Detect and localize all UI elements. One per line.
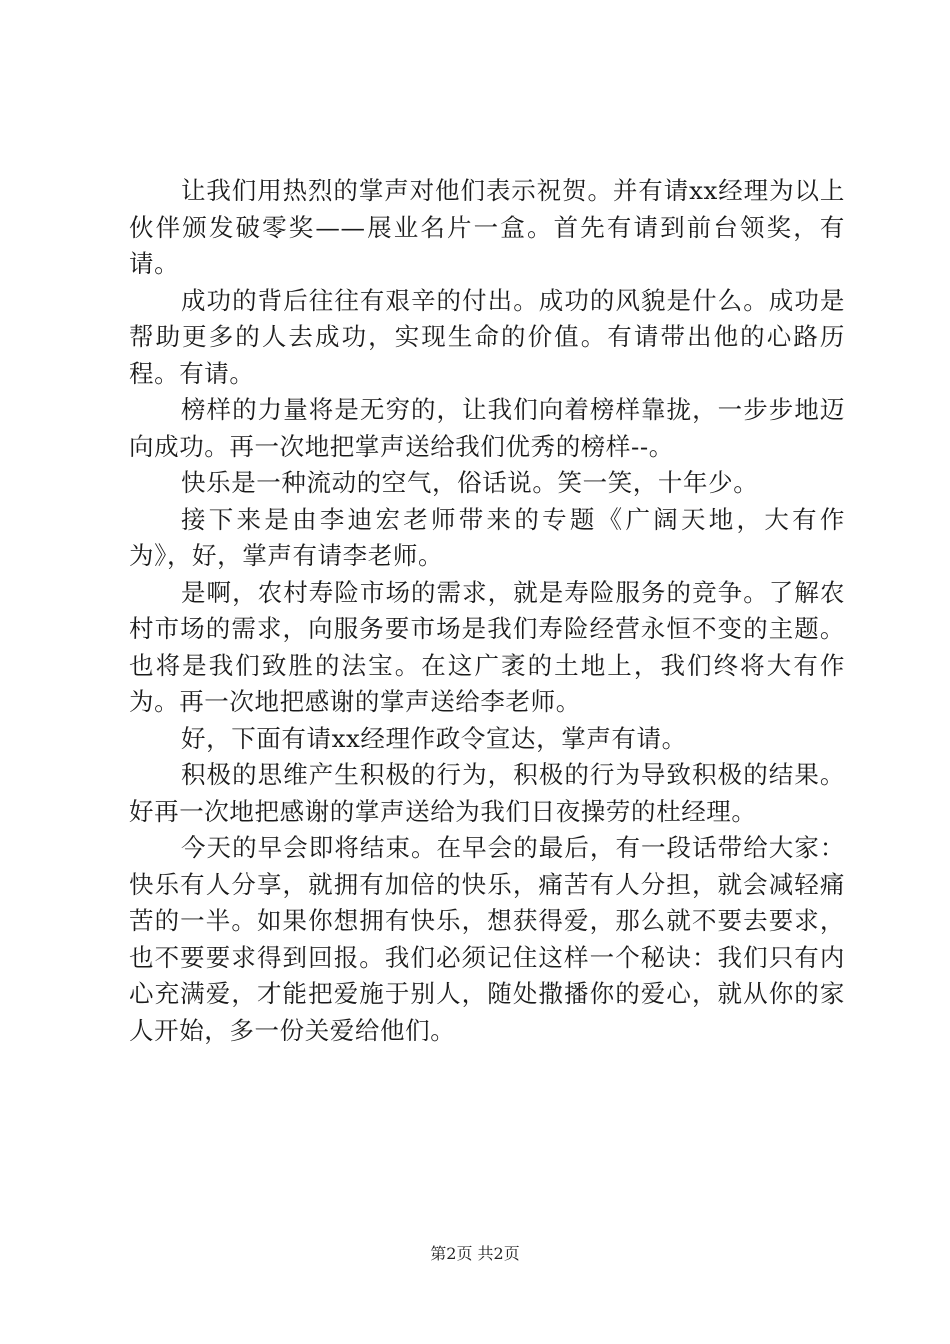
page-footer bbox=[0, 1244, 950, 1264]
paragraph-8: 积极的思维产生积极的行为，积极的行为导致积极的结果。好再一次地把感谢的掌声送给为我们日夜操劳的杜经理。 bbox=[129, 760, 845, 826]
paragraph-5: 接下来是由李迪宏老师带来的专题《广阔天地，大有作为》，好，掌声有请李老师。 bbox=[129, 504, 845, 570]
page-number-label: 第2页 共2页 bbox=[430, 1244, 520, 1263]
paragraph-6: 是啊，农村寿险市场的需求，就是寿险服务的竞争。了解农村市场的需求，向服务要市场是我们寿险经营永恒不变的主题。也将是我们致胜的法宝。在这广袤的土地上，我们终将大有作为。再一次地把感谢的掌声送给李老师。 bbox=[129, 577, 845, 716]
paragraph-7: 好，下面有请xx经理作政令宣达，掌声有请。 bbox=[181, 723, 687, 753]
paragraph-9: 今天的早会即将结束。在早会的最后，有一段话带给大家：快乐有人分享，就拥有加倍的快乐，痛苦有人分担，就会减轻痛苦的一半。如果你想拥有快乐，想获得爱，那么就不要去要求，也不要要求得到回报。我们必须记住这样一个秘诀：我们只有内心充满爱，才能把爱施于别人，随处撒播你的爱心，就从你的家人开始，多一份关爱给他们。 bbox=[129, 833, 845, 1045]
paragraph-3: 榜样的力量将是无穷的，让我们向着榜样靠拢，一步步地迈向成功。再一次地把掌声送给我们优秀的榜样--。 bbox=[129, 395, 845, 461]
document-body bbox=[129, 173, 845, 1049]
paragraph-4: 快乐是一种流动的空气，俗话说。笑一笑，十年少。 bbox=[181, 468, 759, 497]
paragraph-2: 成功的背后往往有艰辛的付出。成功的风貌是什么。成功是帮助更多的人去成功，实现生命的价值。有请带出他的心路历程。有请。 bbox=[129, 285, 845, 388]
paragraph-1: 让我们用热烈的掌声对他们表示祝贺。并有请xx经理为以上伙伴颁发破零奖——展业名片一盒。首先有请到前台领奖，有请。 bbox=[129, 176, 845, 278]
